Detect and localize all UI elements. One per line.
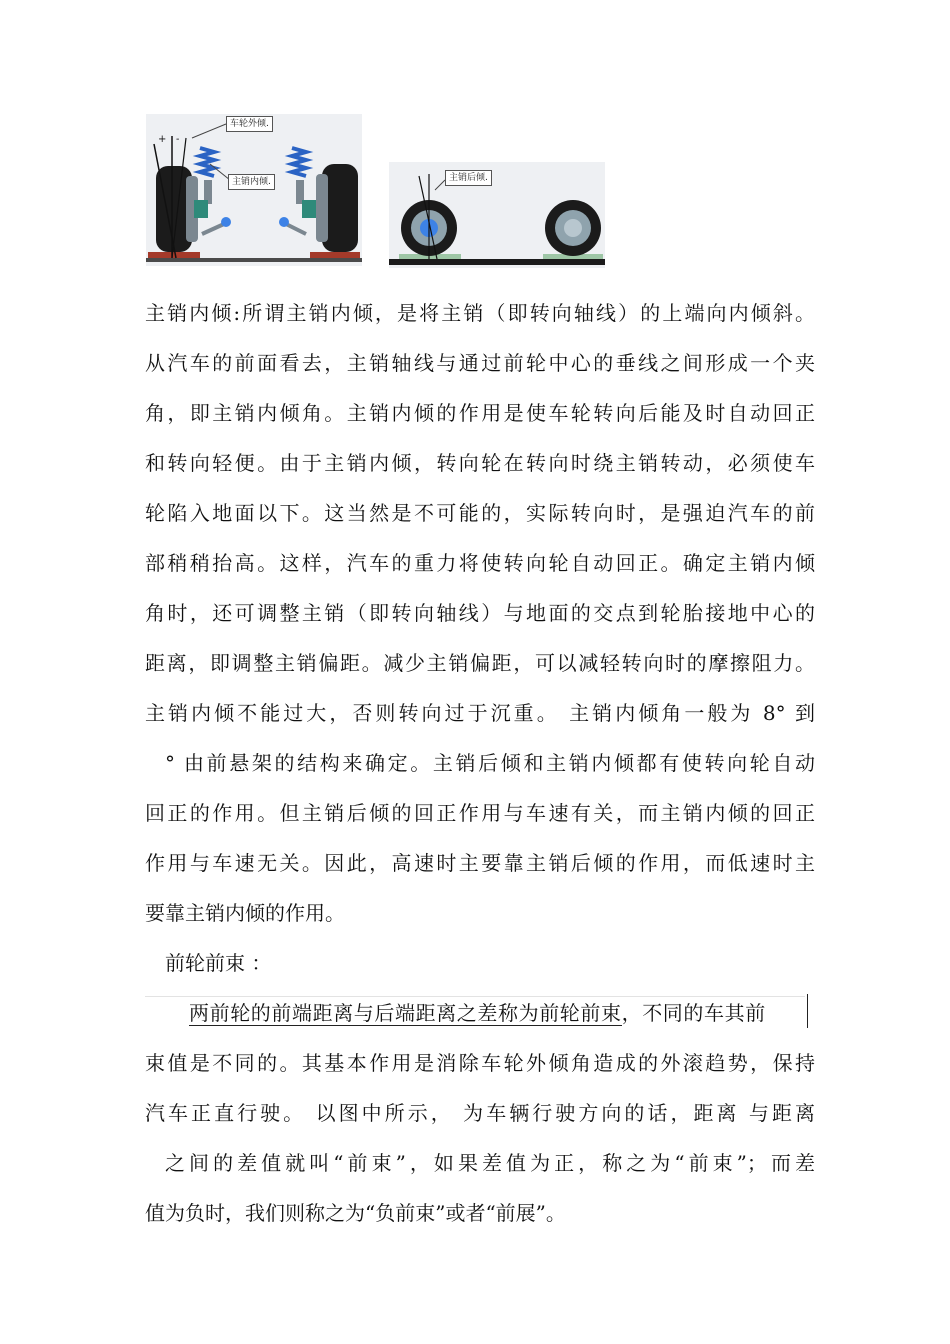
text-line: 值为负时，我们则称之为“负前束”或者“前展”。: [145, 1201, 566, 1225]
section-heading-toe: 前轮前束 ：: [165, 951, 272, 975]
text-line: 回正的作用。但主销后倾的回正作用与车速有关，而主销内倾的回正: [145, 801, 815, 825]
text-line: 要靠主销内倾的作用。: [145, 901, 345, 925]
kingpin-inclination-callout: 主销内倾.: [228, 174, 275, 190]
caster-callout: 主销后倾.: [445, 170, 492, 186]
underlined-definition: 两前轮的前端距离与后端距离之差称为前轮前束: [189, 1001, 622, 1025]
text-line: 角，即主销内倾角。主销内倾的作用是使车轮转向后能及时自动回正: [145, 401, 815, 425]
text-line: 主销内倾不能过大，否则转向过于沉重。 主销内倾角一般为 8° 到: [145, 701, 815, 725]
text-line: 从汽车的前面看去，主销轴线与通过前轮中心的垂线之间形成一个夹: [145, 351, 815, 375]
text-line: 距离，即调整主销偏距。减少主销偏距，可以减轻转向时的摩擦阻力。: [145, 651, 815, 675]
text-line: 主销内倾:所谓主销内倾，是将主销（即转向轴线）的上端向内倾斜。: [145, 301, 815, 325]
document-body: [145, 288, 815, 1238]
front-view-figure: [146, 114, 362, 266]
text-line: 作用与车速无关。因此，高速时主要靠主销后倾的作用，而低速时主: [145, 851, 815, 875]
text-line: 和转向轻便。由于主销内倾，转向轮在转向时绕主销转动，必须使车: [145, 451, 815, 475]
text-line: 汽车正直行驶。 以图中所示， 为车辆行驶方向的话，距离 与距离: [145, 1101, 815, 1125]
plus-sign: +: [158, 134, 167, 145]
text-segment: ，不同的车其前: [621, 1001, 766, 1025]
text-frame-top-rule: [145, 996, 805, 997]
text-cursor: [807, 994, 808, 1028]
text-line: ° 由前悬架的结构来确定。主销后倾和主销内倾都有使转向轮自动: [165, 751, 815, 775]
text-line: 部稍稍抬高。这样，汽车的重力将使转向轮自动回正。确定主销内倾: [145, 551, 815, 575]
text-line: 轮陷入地面以下。这当然是不可能的，实际转向时，是强迫汽车的前: [145, 501, 815, 525]
text-line: 角时，还可调整主销（即转向轴线）与地面的交点到轮胎接地中心的: [145, 601, 815, 625]
camber-callout: 车轮外倾.: [226, 116, 273, 132]
minus-sign: -: [176, 134, 180, 145]
text-line: 束值是不同的。其基本作用是消除车轮外倾角造成的外滚趋势，保持: [145, 1051, 815, 1075]
side-view-illustration: [389, 162, 605, 268]
side-view-figure: [389, 162, 605, 268]
text-line: 之间的差值就叫“前束”，如果差值为正，称之为“前束”；而差: [165, 1151, 815, 1175]
